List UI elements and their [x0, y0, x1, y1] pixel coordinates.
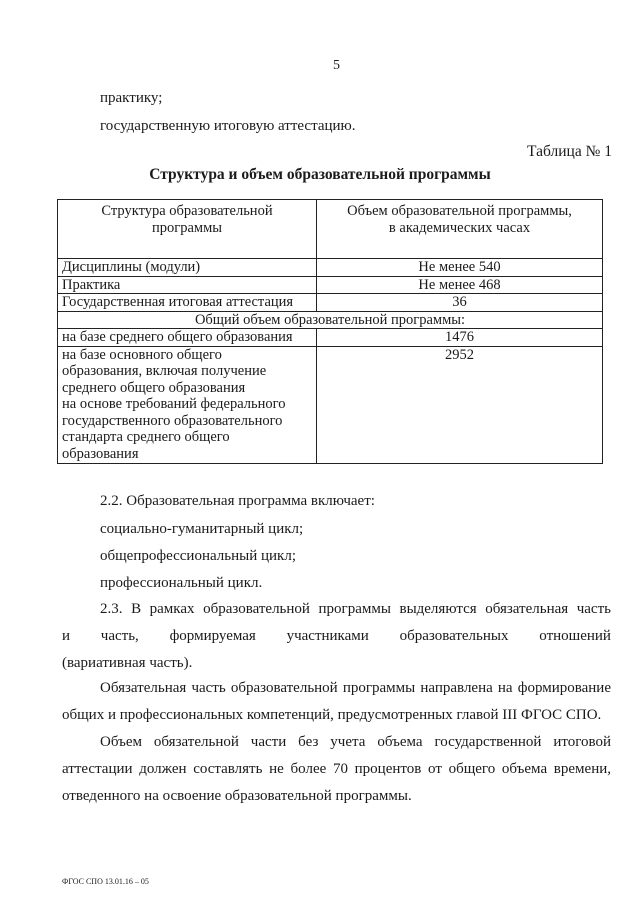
- page-number: 5: [333, 58, 340, 73]
- header-structure-line: Структура образовательной: [101, 203, 273, 219]
- list-item: общепрофессиональный цикл;: [100, 548, 296, 564]
- justified-word: образовательных: [399, 628, 509, 644]
- row-value: Не менее 540: [317, 259, 603, 277]
- justified-word: формируемая: [169, 628, 256, 644]
- table-row: [58, 346, 603, 464]
- paragraph-volume-line: Объем обязательной части без учета объема государственной итоговой: [100, 734, 611, 750]
- table-row: [58, 276, 603, 294]
- span-row-label: Общий объем образовательной программы:: [58, 311, 603, 329]
- row-label-line: на базе основного общего: [62, 346, 222, 363]
- section-2-3-line: (вариативная часть).: [62, 655, 193, 671]
- table-row: [58, 294, 603, 312]
- justified-word: отношений: [539, 628, 611, 644]
- table-span-row: [58, 311, 603, 329]
- paragraph-mandatory-line: Обязательная часть образовательной программы направлена на формирование: [100, 680, 611, 696]
- row-label: на базе среднего общего образования: [58, 329, 317, 347]
- paragraph-volume-line: аттестации должен составлять не более 70 процентов от общего объема времени,: [62, 761, 611, 777]
- table-row: [58, 259, 603, 277]
- row-label-line: стандарта среднего общего: [62, 429, 230, 445]
- header-volume-line: в академических часах: [388, 219, 531, 236]
- header-volume: [317, 200, 603, 259]
- row-label-multiline: [58, 346, 317, 464]
- row-value: 1476: [317, 329, 603, 347]
- structure-table: [57, 199, 603, 464]
- list-item: профессиональный цикл.: [100, 575, 263, 591]
- table-label: Таблица № 1: [527, 143, 612, 160]
- table-row: [58, 329, 603, 347]
- intro-line-practice: практику;: [100, 90, 163, 106]
- row-label: Государственная итоговая аттестация: [58, 294, 317, 312]
- section-2-2-heading: 2.2. Образовательная программа включает:: [100, 493, 375, 509]
- row-label-line: образования, включая получение: [62, 363, 267, 379]
- row-value: Не менее 468: [317, 276, 603, 294]
- row-label-line: на основе требований федерального: [62, 396, 286, 412]
- list-item: социально-гуманитарный цикл;: [100, 521, 304, 537]
- justified-word: и: [62, 628, 71, 644]
- row-label-line: государственного образовательного: [62, 412, 283, 429]
- section-2-3-line: 2.3. В рамках образовательной программы выделяются обязательная часть: [100, 601, 611, 617]
- header-structure-line: программы: [152, 219, 222, 236]
- row-value: 2952: [317, 346, 603, 464]
- row-label-line: среднего общего образования: [62, 379, 246, 396]
- justified-word: часть,: [100, 628, 139, 644]
- row-value: 36: [317, 294, 603, 312]
- row-label: Практика: [58, 276, 317, 294]
- paragraph-mandatory-line: общих и профессиональных компетенций, предусмотренных главой III ФГОС СПО.: [62, 707, 602, 723]
- intro-line-attestation: государственную итоговую аттестацию.: [100, 118, 356, 134]
- row-label-line: образования: [62, 445, 139, 462]
- row-label: Дисциплины (модули): [58, 259, 317, 277]
- justified-word: участниками: [286, 628, 369, 644]
- header-volume-line: Объем образовательной программы,: [347, 203, 572, 219]
- section-2-3-line-justified: [62, 628, 611, 645]
- table-header-row: [58, 200, 603, 259]
- footer-code: ФГОС СПО 13.01.16 – 05: [62, 877, 149, 886]
- paragraph-volume-line: отведенного на освоение образовательной программы.: [62, 788, 412, 804]
- table-title: Структура и объем образовательной программы: [149, 166, 491, 183]
- header-structure: [58, 200, 317, 259]
